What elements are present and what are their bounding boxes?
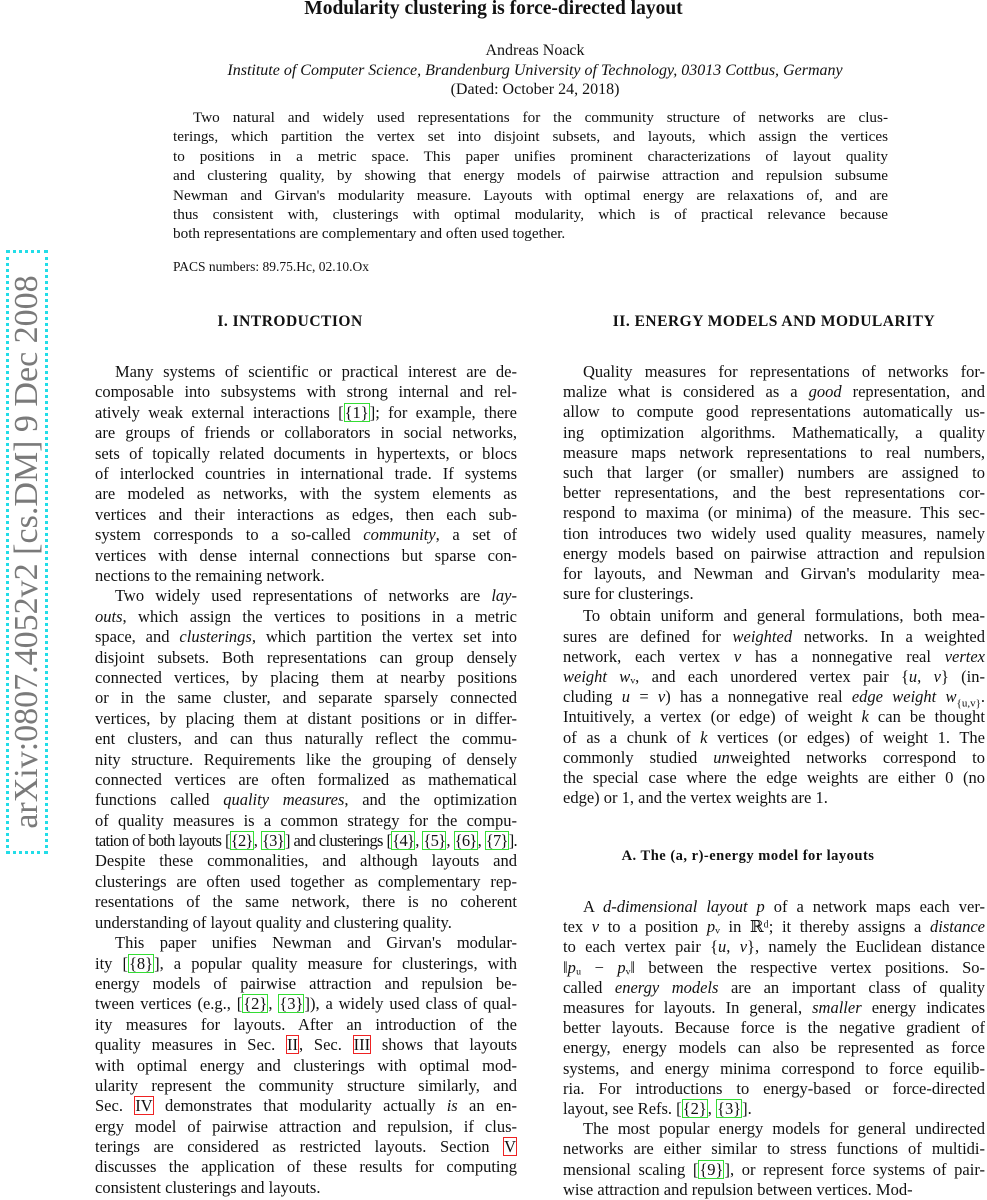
text-line: such that larger (or smaller) numbers are assigned to	[563, 462, 985, 482]
text-line: space, and clusterings, which partition the vertex set into	[95, 627, 517, 647]
text-line: commonly studied unweighted networks correspond to	[563, 747, 985, 767]
text-line: energy models of pairwise attraction and repulsion be-	[95, 973, 517, 993]
text-line: or in the same cluster, and separate sparsely connected	[95, 688, 517, 708]
paragraph	[563, 362, 985, 604]
text-line: of interlocked countries in international trade. If systems	[95, 463, 517, 483]
text-line: ria. For introductions to energy-based or force-directed	[563, 1078, 985, 1098]
citation-link[interactable]: {9}	[699, 1159, 724, 1179]
text-line: ergy model of pairwise attraction and repulsion, if clus-	[95, 1116, 517, 1136]
text-line: connected vertices are often formalized as mathematical	[95, 769, 517, 789]
text-line: This paper unifies Newman and Girvan's modular-	[115, 933, 517, 953]
section-link[interactable]: IV	[135, 1096, 153, 1116]
text-line: the special case where the edge weights are either 0 (no	[563, 767, 985, 787]
abstract	[173, 108, 888, 244]
text-line: better layouts. Because force is the negative gradient of	[563, 1018, 985, 1038]
section-heading-energy-models: II. ENERGY MODELS AND MODULARITY	[612, 313, 936, 330]
text-line: malize what is considered as a good representation, and	[563, 382, 985, 402]
text-line: cluding u = v) has a nonnegative real edge weight $w_{\{u,v\}}$.	[563, 687, 985, 710]
text-line: The most popular energy models for general undirected	[583, 1119, 985, 1139]
text-line: composable into subsystems with strong internal and rel-	[95, 382, 517, 402]
text-line: better representations, and the best representations cor-	[563, 483, 985, 503]
dated: (Dated: October 24, 2018)	[450, 81, 620, 98]
text-line: energy, energy models can also be represented as force	[563, 1038, 985, 1058]
text-line: vertices with dense internal connections but sparse con-	[95, 545, 517, 565]
text-line: systems, and energy minima correspond to force equilib-	[563, 1058, 985, 1078]
section-link[interactable]: III	[353, 1035, 371, 1055]
text-line: ent clusters, and can thus naturally reflect the commu-	[95, 729, 517, 749]
text-line: nections to the remaining network.	[95, 565, 325, 585]
abstract-line: Newman and Girvan's modularity measure. Layouts with optimal energy are relaxations of, and are	[173, 186, 888, 204]
text-line: functions called quality measures, and the optimization	[95, 790, 518, 810]
text-line: understanding of layout quality and clustering quality.	[95, 912, 452, 932]
citation-link[interactable]: {7}	[485, 831, 508, 851]
text-line: To obtain uniform and general formulations, both mea-	[583, 606, 985, 626]
text-line: networks are either similar to stress functions of multidi-	[563, 1139, 985, 1159]
text-line: discusses the application of these results for computing	[95, 1157, 517, 1177]
citation-link[interactable]: {3}	[279, 994, 304, 1014]
citation-link[interactable]: {2}	[230, 831, 253, 851]
text-line: of as a chunk of k vertices (or edges) of weight 1. The	[563, 727, 985, 747]
abstract-line: Two natural and widely used representations for the community structure of networks are clus-	[193, 109, 888, 126]
abstract-line: thus consistent with, clusterings with optimal modularity, which is of practical relevance because	[173, 206, 888, 224]
paragraph	[95, 362, 517, 586]
arxiv-stamp[interactable]	[6, 250, 48, 854]
text-line: sures are defined for weighted networks. In a weighted	[563, 626, 985, 646]
text-line: vertices, by placing them at distant positions or in differ-	[95, 708, 517, 728]
text-line: sure for clusterings.	[563, 584, 694, 604]
abstract-line: to positions in a metric space. This paper unifies prominent characterizations of layout quality	[173, 147, 888, 165]
text-line: measures for layouts. In general, smaller energy indicates	[563, 997, 985, 1017]
text-line: mensional scaling [{9}], or represent force systems of pair-	[563, 1159, 985, 1179]
text-line: respond to maxima (or minima) of the measure. This sec-	[563, 503, 985, 523]
text-line: disjoint subsets. Both representations can group densely	[95, 647, 517, 667]
text-line: Two widely used representations of networks are lay-	[115, 586, 517, 606]
section-heading-introduction: I. INTRODUCTION	[217, 313, 363, 330]
pacs-numbers: PACS numbers: 89.75.Hc, 02.10.Ox	[173, 259, 370, 274]
abstract-line: and clustering quality, by showing that energy models of pairwise attraction and repulsion subsume	[173, 167, 888, 185]
citation-link[interactable]: {3}	[261, 831, 284, 851]
abstract-line: terings, which partition the vertex set into disjoint subsets, and layouts, which assign the vertices	[173, 128, 888, 146]
text-line: system corresponds to a so-called community, a set of	[95, 525, 517, 545]
citation-link[interactable]: {3}	[717, 1098, 742, 1118]
text-line: ing optimization algorithms. Mathematically, a quality	[563, 422, 985, 442]
paragraph	[95, 586, 517, 933]
text-line: allow to compute good representations automatically us-	[563, 402, 985, 422]
text-line: connected vertices, by placing them at nearby positions	[95, 667, 517, 687]
text-line: ularity represent the community structure similarly, and	[95, 1075, 517, 1095]
paragraph	[95, 933, 517, 1198]
text-line: to each vertex pair {u, v}, namely the Euclidean distance	[563, 937, 986, 957]
paragraph	[563, 897, 985, 1119]
paragraph	[563, 1119, 985, 1200]
text-line: are groups of friends or collaborators in social networks,	[95, 423, 517, 443]
text-line: wise attraction and repulsion between vertices. Mod-	[563, 1179, 913, 1199]
section-link[interactable]: V	[504, 1137, 516, 1157]
affiliation: Institute of Computer Science, Brandenburg University of Technology, 03013 Cottbus, Germany	[227, 62, 843, 79]
text-line: edge) or 1, and the vertex weights are 1.	[563, 788, 828, 808]
citation-link[interactable]: {6}	[454, 831, 477, 851]
text-line: for layouts, and Newman and Girvan's modularity mea-	[563, 563, 985, 583]
text-line: nity structure. Requirements like the grouping of densely	[95, 749, 517, 769]
text-line: of quality measures is a common strategy for the compu-	[95, 810, 517, 830]
paragraph	[563, 606, 985, 808]
subsection-heading-a: A. The (a, r)-energy model for layouts	[621, 848, 875, 864]
text-line: tion introduces two widely used quality measures, namely	[563, 523, 985, 543]
abstract-line: both representations are complementary and often used together.	[173, 225, 566, 243]
citation-link[interactable]: {2}	[243, 994, 268, 1014]
citation-link[interactable]: {4}	[392, 831, 415, 851]
citation-link[interactable]: {5}	[423, 831, 446, 851]
text-line: vertices and their interactions as edges, then each sub-	[95, 504, 517, 524]
text-line: quality measures in Sec. II, Sec. III shows that layouts	[95, 1035, 517, 1055]
text-line: Intuitively, a vertex (or edge) of weight k can be thought	[563, 707, 985, 727]
text-line: weight wᵥ, and each unordered vertex pair {u, v} (in-	[563, 666, 986, 686]
text-line: ity measures for layouts. After an introduction of the	[95, 1014, 517, 1034]
text-line: Despite these commonalities, and although layouts and	[95, 851, 517, 871]
text-line: consistent clusterings and layouts.	[95, 1177, 321, 1197]
text-line: ity [{8}], a popular quality measure for clusterings, with	[95, 953, 517, 973]
text-line: tex v to a position pᵥ in ℝᵈ; it thereby assigns a distance	[563, 917, 985, 937]
text-line: tween vertices (e.g., [{2}, {3}]), a widely used class of qual-	[95, 994, 518, 1014]
text-line: called energy models are an important class of quality	[563, 977, 986, 997]
text-line: measure maps network representations to real numbers,	[563, 442, 985, 462]
author: Andreas Noack	[485, 42, 585, 59]
text-line: tation of both layouts [{2}, {3}] and clusterings [{4}, {5}, {6}, {7}].	[95, 831, 517, 851]
text-line: Quality measures for representations of networks for-	[583, 362, 985, 381]
citation-link[interactable]: {2}	[682, 1098, 707, 1118]
citation-link[interactable]: {1}	[344, 402, 369, 422]
text-line: are modeled as networks, with the system elements as	[95, 484, 517, 504]
text-line: layout, see Refs. [{2}, {3}].	[563, 1098, 752, 1118]
citation-link[interactable]: {8}	[129, 953, 154, 973]
text-line: ‖pᵤ − pᵥ‖ between the respective vertex positions. So-	[563, 957, 986, 977]
paper-title: Modularity clustering is force-directed layout	[304, 0, 683, 19]
text-line: terings are considered as restricted layouts. Section V	[95, 1137, 516, 1157]
text-line: Many systems of scientific or practical interest are de-	[115, 362, 517, 381]
arxiv-identifier: arXiv:0807.4052v2 [cs.DM] 9 Dec 2008	[8, 275, 45, 829]
text-line: with optimal energy and clusterings with optimal mod-	[95, 1055, 517, 1075]
text-line: clusterings are often used together as complementary rep-	[95, 871, 517, 891]
text-line: network, each vertex v has a nonnegative real vertex	[563, 646, 985, 666]
section-link[interactable]: II	[287, 1035, 299, 1055]
text-line: energy models based on pairwise attraction and repulsion	[563, 543, 985, 563]
text-line: atively weak external interactions [{1}]; for example, there	[95, 402, 517, 422]
text-line: Sec. IV demonstrates that modularity actually is an en-	[95, 1096, 517, 1116]
text-line: sets of topically related documents in hypertexts, or blocs	[95, 443, 517, 463]
text-line: A d-dimensional layout p of a network maps each ver-	[583, 897, 985, 916]
text-line: outs, which assign the vertices to positions in a metric	[95, 606, 517, 626]
text-line: resentations of the same network, there is no coherent	[95, 892, 517, 912]
